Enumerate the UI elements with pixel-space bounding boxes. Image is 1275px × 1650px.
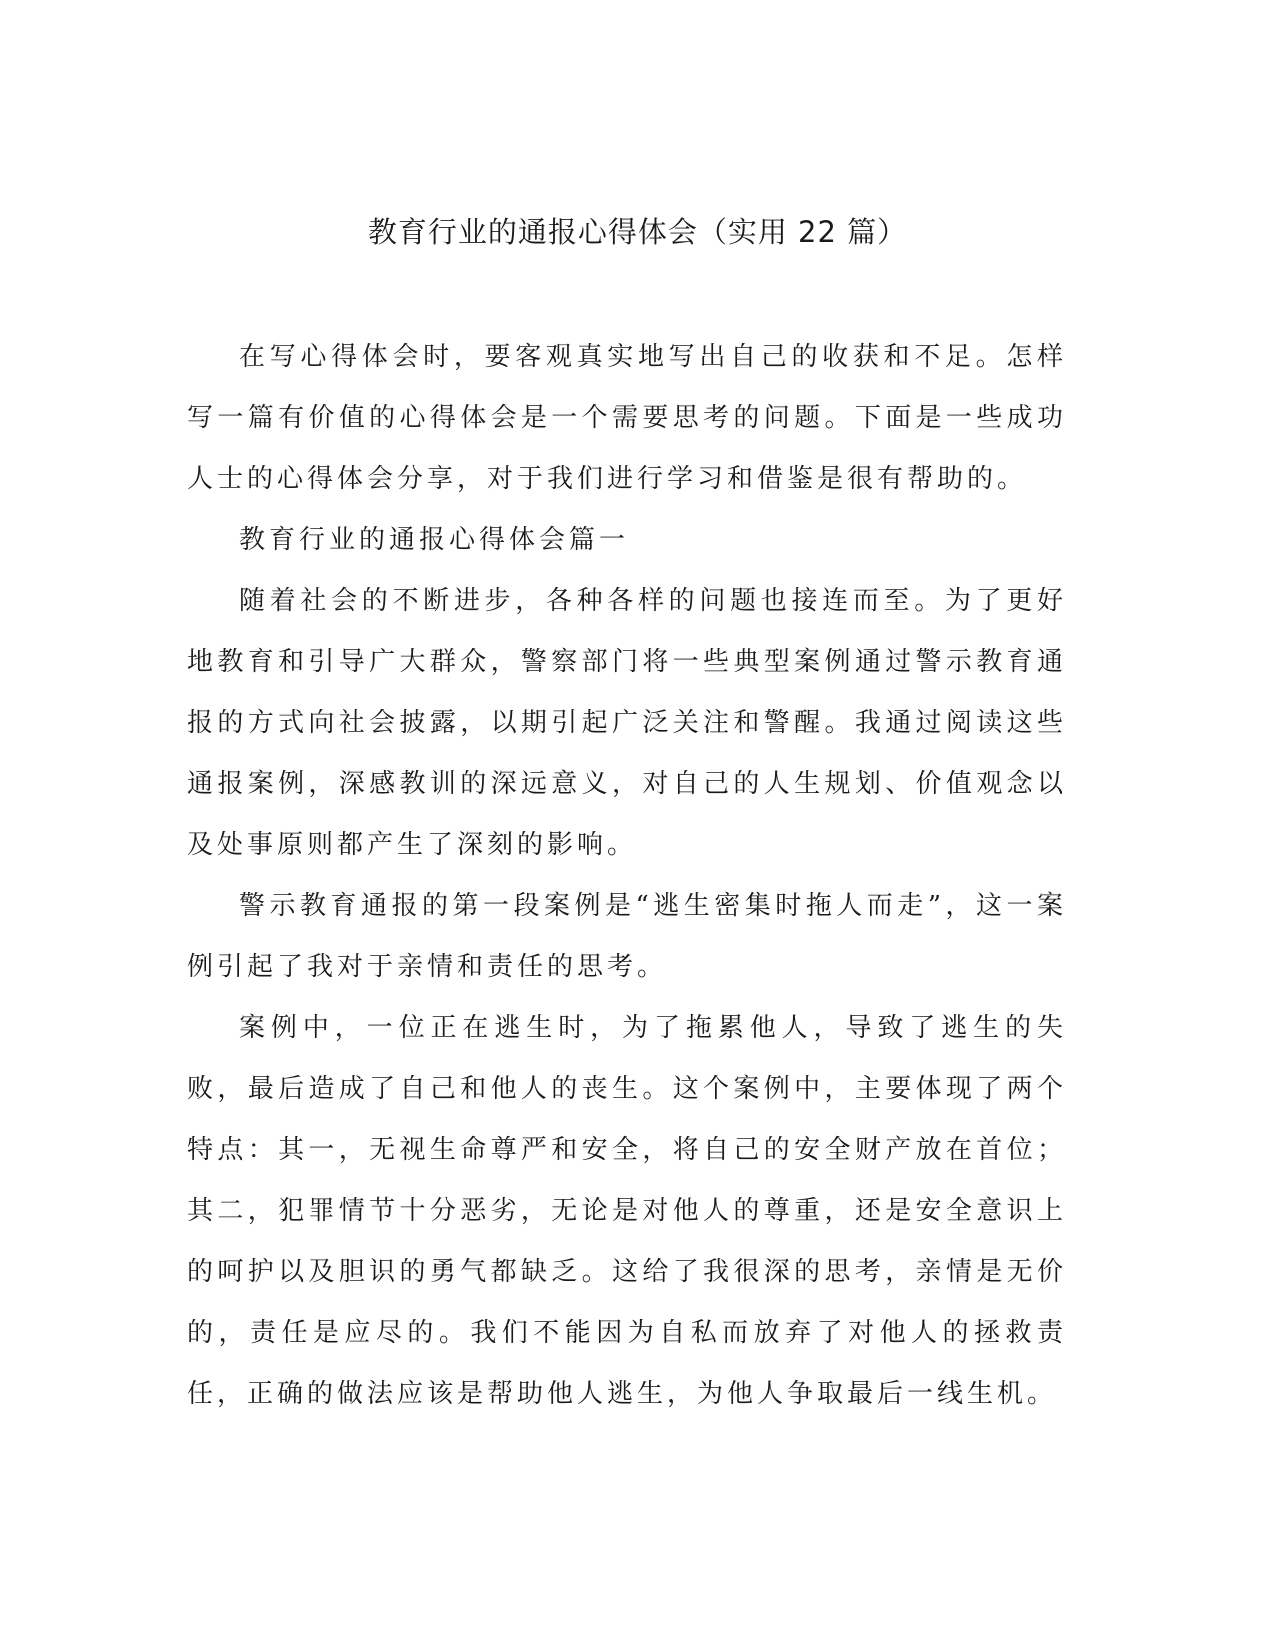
section-heading: 教育行业的通报心得体会篇一 — [239, 525, 630, 555]
document-body — [187, 327, 1067, 1425]
body-paragraph: 随着社会的不断进步，各种各样的问题也接连而至。为了更好地教育和引导广大群众，警察部门将一些典型案例通过警示教育通报的方式向社会披露，以期引起广泛关注和警醒。我通过阅读这些通报案例，深感教训的深远意义，对自己的人生规划、价值观念以及处事原则都产生了深刻的影响。 — [187, 586, 1067, 860]
body-paragraph: 案例中，一位正在逃生时，为了拖累他人，导致了逃生的失败，最后造成了自己和他人的丧生。这个案例中，主要体现了两个特点：其一，无视生命尊严和安全，将自己的安全财产放在首位；其二，犯罪情节十分恶劣，无论是对他人的尊重，还是安全意识上的呵护以及胆识的勇气都缺乏。这给了我很深的思考，亲情是无价的，责任是应尽的。我们不能因为自私而放弃了对他人的拯救责任，正确的做法应该是帮助他人逃生，为他人争取最后一线生机。 — [187, 1013, 1067, 1409]
body-paragraph: 警示教育通报的第一段案例是“逃生密集时拖人而走”，这一案例引起了我对于亲情和责任的思考。 — [187, 891, 1067, 982]
intro-paragraph: 在写心得体会时，要客观真实地写出自己的收获和不足。怎样写一篇有价值的心得体会是一个需要思考的问题。下面是一些成功人士的心得体会分享，对于我们进行学习和借鉴是很有帮助的。 — [187, 342, 1067, 494]
document-title: 教育行业的通报心得体会（实用 22 篇） — [367, 215, 908, 249]
